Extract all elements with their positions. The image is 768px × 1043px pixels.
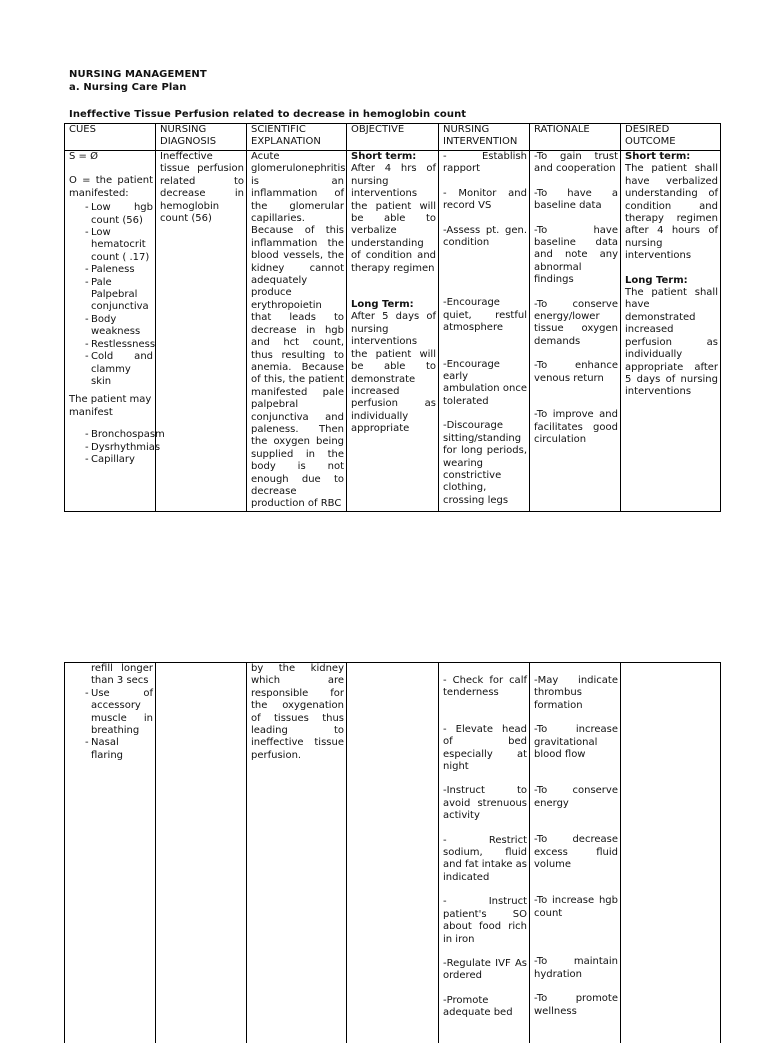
column-header: NURSING DIAGNOSIS (156, 124, 247, 151)
intervention-item: -Encourage early ambulation once tolerated (443, 359, 527, 409)
long-term-objective: After 5 days of nursing interventions the patient will be able to demonstrate increased perfusion as individually appropriate (351, 311, 436, 435)
list-item: - Low hgb count (56) (69, 202, 153, 227)
list-item: - Pale Palpebral conjunctiva (69, 277, 153, 314)
intervention-cell (439, 151, 530, 512)
objective-cell (347, 151, 439, 512)
intervention-item: - Establish rapport (443, 151, 527, 176)
possible-cue-intro: The patient may manifest (69, 394, 153, 419)
possible-cue-list (69, 688, 153, 762)
explanation-cell: by the kidney which are responsible for the oxygenation of tissues thus leading to ineffective tissue perfusion. (247, 663, 347, 1043)
intervention-item: - Restrict sodium, fluid and fat intake as indicated (443, 835, 527, 885)
rationale-item: -To promote wellness (534, 993, 618, 1018)
long-term-label: Long Term: (351, 299, 436, 311)
care-plan-table-continued (64, 662, 721, 1043)
rationale-item: -To enhance venous return (534, 360, 618, 385)
rationale-item: -To improve and facilitates good circulation (534, 409, 618, 446)
subjective-cue: S = Ø (69, 151, 153, 163)
explanation-cell: Acute glomerulonephritis is an inflammation of the glomerular capillaries. Because of this inflammation the blood vessels, the kidney cannot adequately produce erythropoietin that leads to decrease in hgb and hct count, thus resulting to anemia. Because of this, the patient manifested pale palpebral conjunctiva and paleness. Then the oxygen being supplied in the body is not enough due to decrease production of RBC (247, 151, 347, 512)
possible-cue-list (69, 429, 153, 466)
table-row (65, 151, 721, 512)
objective-cell (347, 663, 439, 1043)
intervention-item: -Regulate IVF As ordered (443, 958, 527, 983)
intervention-cell (439, 663, 530, 1043)
table-header-row (65, 124, 721, 151)
rationale-item: -To gain trust and cooperation (534, 151, 618, 176)
cues-cell (65, 663, 156, 1043)
care-plan-table (64, 123, 721, 512)
column-header: DESIRED OUTCOME (621, 124, 721, 151)
long-term-label: Long Term: (625, 275, 718, 287)
list-item: - Restlessness (69, 339, 153, 351)
intervention-item: -Encourage quiet, restful atmosphere (443, 297, 527, 334)
cue-continued: refill longer than 3 secs (69, 663, 153, 688)
problem-statement: Ineffective Tissue Perfusion related to decrease in hemoglobin count (69, 109, 466, 121)
rationale-item: -May indicate thrombus formation (534, 675, 618, 712)
rationale-cell (530, 663, 621, 1043)
intervention-item: -Promote adequate bed (443, 995, 527, 1020)
list-item: - Bronchospasm (69, 429, 153, 441)
column-header: SCIENTIFIC EXPLANATION (247, 124, 347, 151)
list-item: - Paleness (69, 264, 153, 276)
list-item: - Capillary (69, 454, 153, 466)
rationale-item: -To decrease excess fluid volume (534, 834, 618, 871)
list-item: - Low hematocrit count ( .17) (69, 227, 153, 264)
intervention-item: - Instruct patient's SO about food rich in iron (443, 896, 527, 946)
rationale-item: -To have baseline data and note any abnormal findings (534, 225, 618, 287)
rationale-item: -To have a baseline data (534, 188, 618, 213)
list-item: - Nasal flaring (69, 737, 153, 762)
short-term-label: Short term: (351, 151, 436, 163)
list-item: - Use of accessory muscle in breathing (69, 688, 153, 738)
column-header: RATIONALE (530, 124, 621, 151)
rationale-item: -To maintain hydration (534, 956, 618, 981)
intervention-item: - Monitor and record VS (443, 188, 527, 213)
objective-cue-intro: O = the patient manifested: (69, 175, 153, 200)
cues-cell (65, 151, 156, 512)
rationale-item: -To increase hgb count (534, 895, 618, 920)
table-row (65, 663, 721, 1043)
column-header: CUES (65, 124, 156, 151)
rationale-item: -To increase gravitational blood flow (534, 724, 618, 761)
short-term-outcome: The patient shall have verbalized understanding of condition and therapy regimen after 4 hours of nursing interventions (625, 163, 718, 262)
rationale-item: -To conserve energy/lower tissue oxygen demands (534, 299, 618, 349)
intervention-item: -Discourage sitting/standing for long periods, wearing constrictive clothing, crossing legs (443, 420, 527, 507)
column-header: NURSING INTERVENTION (439, 124, 530, 151)
page-title: NURSING MANAGEMENT (69, 69, 207, 81)
intervention-item: -Instruct to avoid strenuous activity (443, 785, 527, 822)
intervention-item: -Assess pt. gen. condition (443, 225, 527, 250)
list-item: - Dysrhythmias (69, 442, 153, 454)
objective-cue-list (69, 202, 153, 388)
rationale-item: -To conserve energy (534, 785, 618, 810)
outcome-cell (621, 663, 721, 1043)
intervention-item: - Check for calf tenderness (443, 675, 527, 700)
short-term-objective: After 4 hrs of nursing interventions the patient will be able to verbalize understanding of condition and therapy regimen (351, 163, 436, 275)
diagnosis-cell: Ineffective tissue perfusion related to decrease in hemoglobin count (56) (156, 151, 247, 512)
section-subtitle: a. Nursing Care Plan (69, 82, 187, 94)
diagnosis-cell (156, 663, 247, 1043)
intervention-item: - Elevate head of bed especially at night (443, 724, 527, 774)
long-term-outcome: The patient shall have demonstrated increased perfusion as individually appropriate after 5 days of nursing interventions (625, 287, 718, 399)
short-term-label: Short term: (625, 151, 718, 163)
column-header: OBJECTIVE (347, 124, 439, 151)
outcome-cell (621, 151, 721, 512)
list-item: - Cold and clammy skin (69, 351, 153, 388)
rationale-cell (530, 151, 621, 512)
list-item: - Body weakness (69, 314, 153, 339)
